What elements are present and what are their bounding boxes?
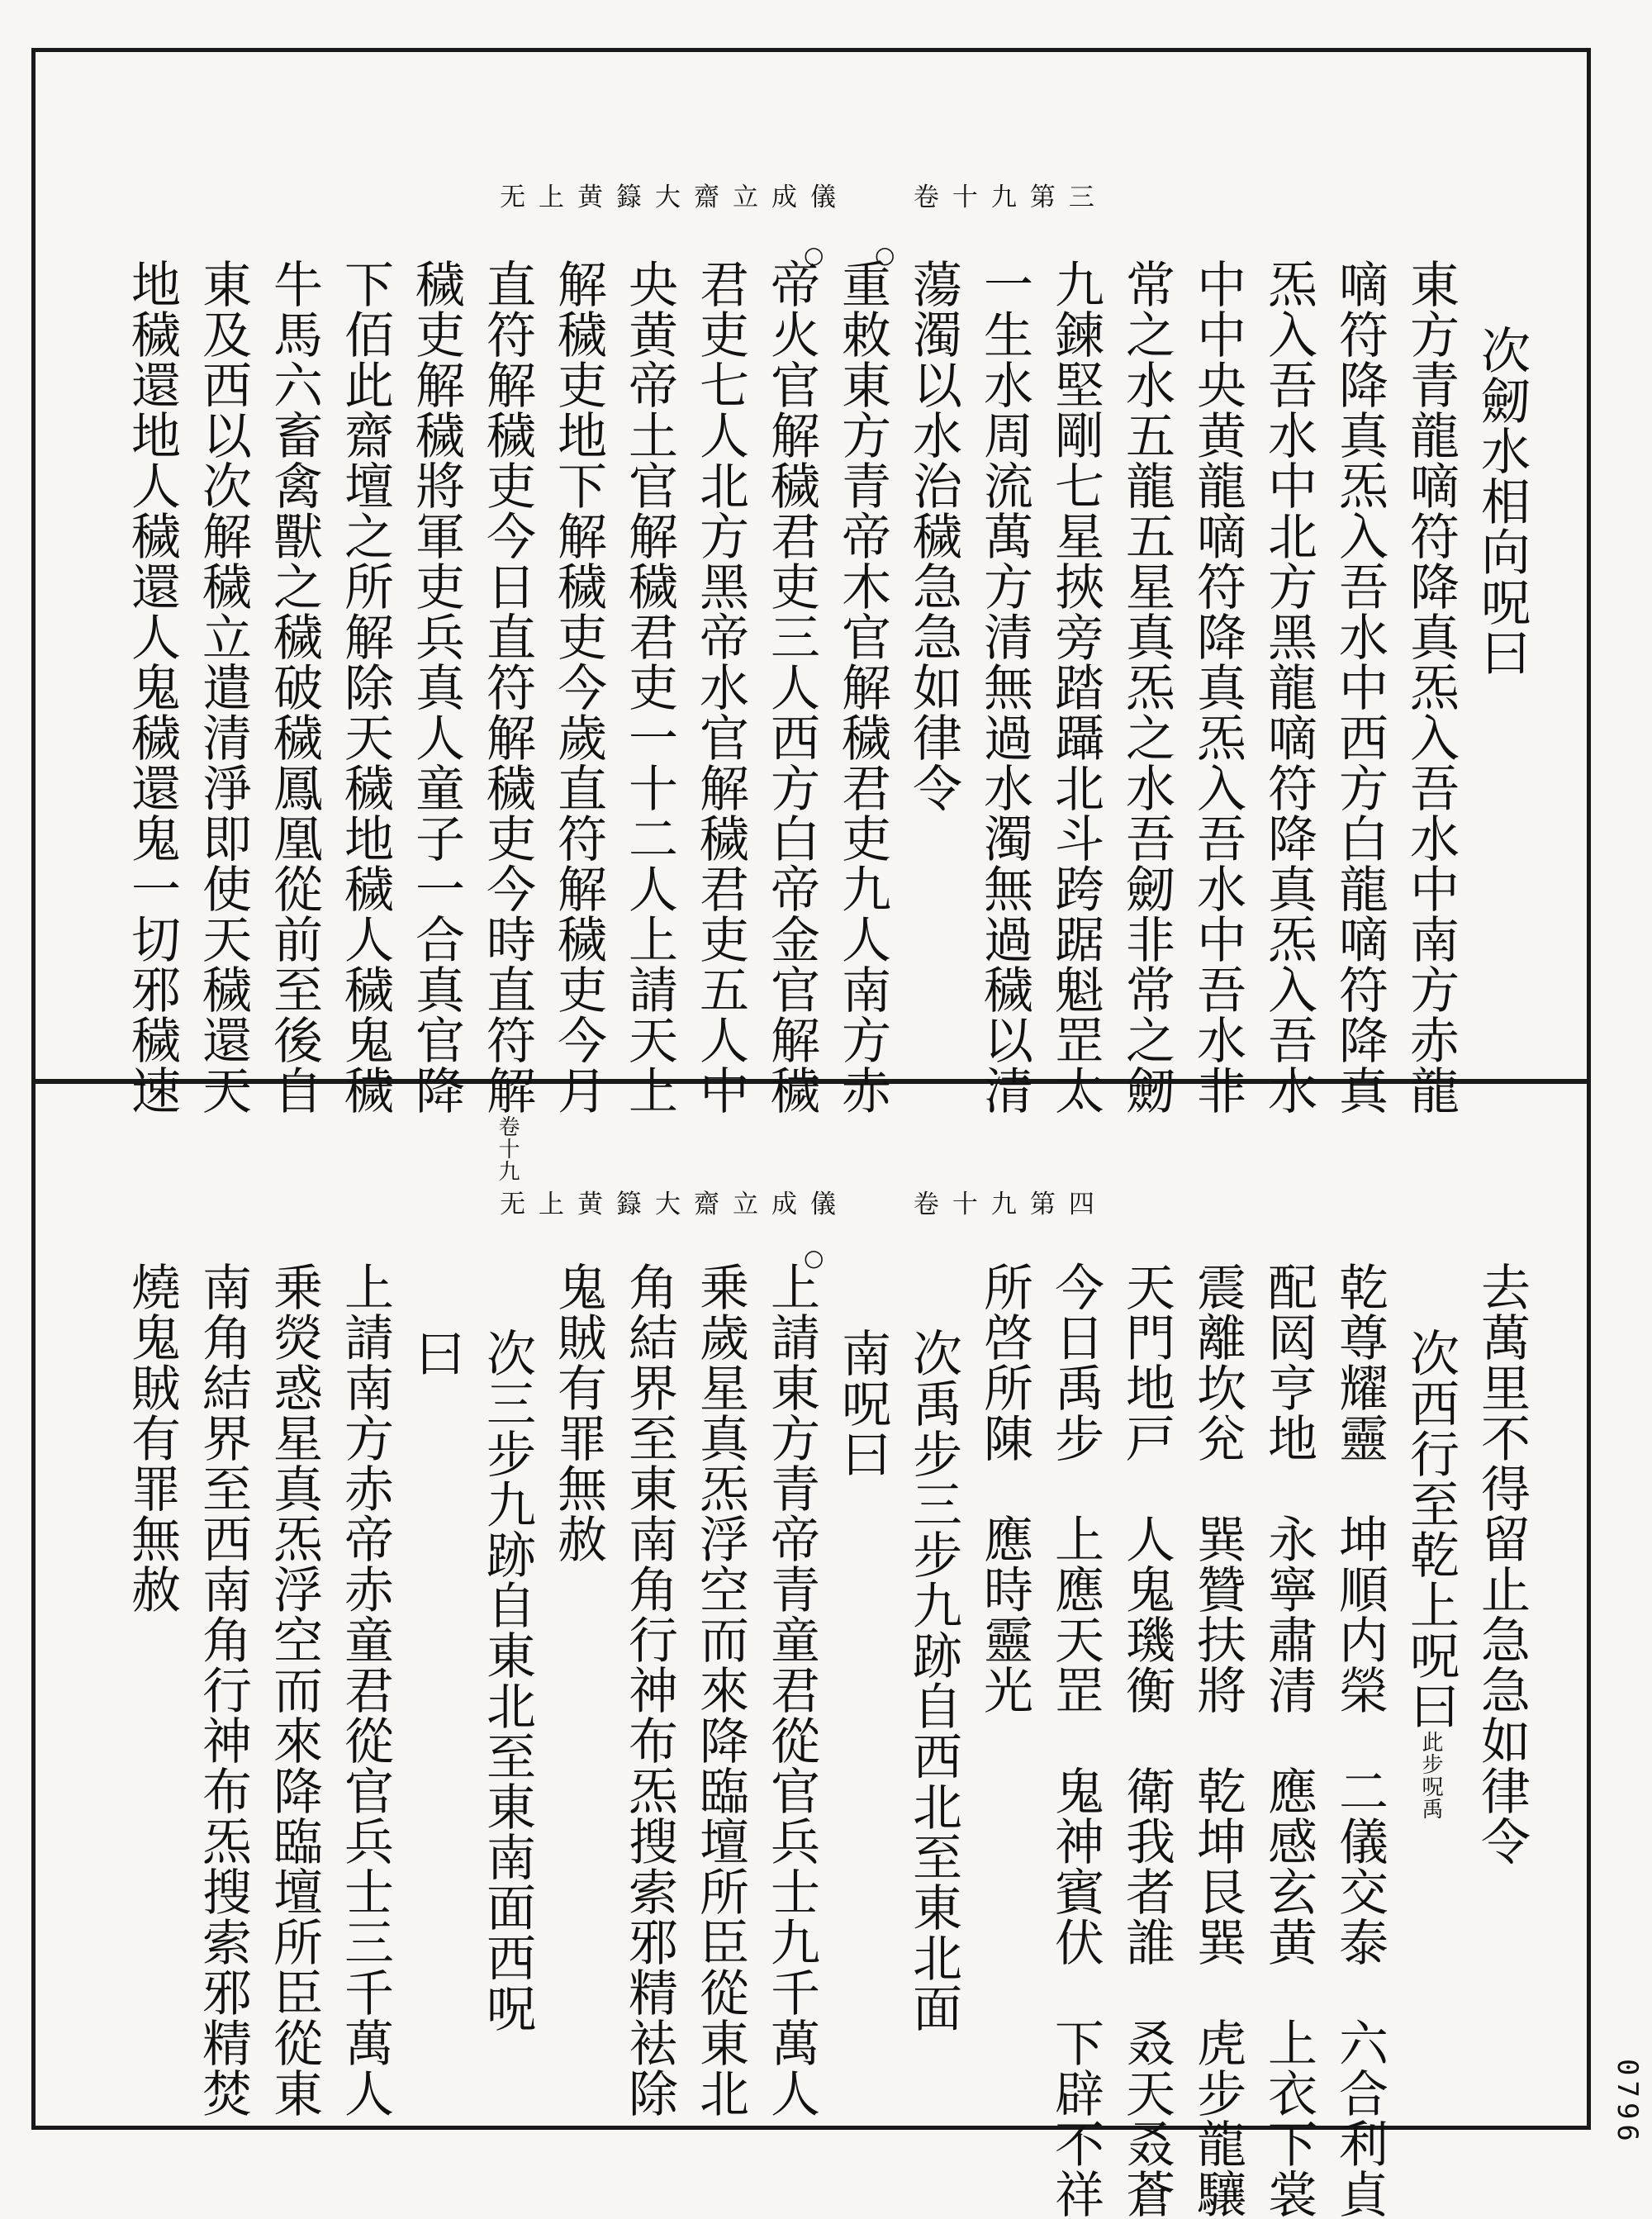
bottom-page-column-note: 此步呪禹 [1418,1731,1443,1820]
top-page-column-text: 東及西以次解穢立遣清淨即使天穢還天 [194,259,252,1115]
top-page-column-text: 蕩濁以水治穢急急如律令 [904,259,962,813]
bottom-page-column-text: 次三步九跡自東北至東南面西呪 [478,1328,536,2033]
paragraph-circle-mark: ○ [875,241,896,268]
top-page-column-text: 穢吏解穢將軍吏兵真人童子一合真官降 [407,259,465,1115]
top-page-column [543,259,614,1115]
top-text-columns [85,241,1537,1182]
bottom-page-column-text: 次西行至乾上呪曰 [1402,1328,1460,1731]
page-number: 0796 [1611,2059,1644,2146]
top-page-column-text: 解穢吏地下解穢吏今歲直符解穢吏今月 [549,259,607,1115]
bottom-page-column-text: 天門地戸 人鬼璣衡 衛我者誰 叒天叒蒼 [1118,1262,1175,2219]
top-page-column-text: 下佰此齋壇之所解除天穢地穢人穢鬼穢 [336,259,394,1115]
bottom-page-column [1040,1262,1111,2219]
top-page-column [827,241,898,1115]
bottom-page-column-text: 震離坎兊 巽贊扶將 乾坤艮巽 虎步龍驤 [1189,1262,1246,2219]
bottom-page-column [898,1262,969,2104]
bottom-page-column-text: 去萬里不得留止急急如律令 [1473,1262,1531,1866]
bottom-page-column [1324,1262,1395,2219]
top-page-column-note: 卷十九 [495,1115,520,1182]
top-page-column [1253,259,1324,1115]
bottom-page-column-text: 乗熒惑星真炁浮空而來降臨壇所臣從東 [265,1262,323,2118]
bottom-page-column-text: 上請南方赤帝赤童君從官兵士三千萬人 [336,1262,394,2118]
top-page-column [1466,259,1537,1068]
bottom-page-column [472,1262,543,2104]
bottom-page-column [1111,1262,1182,2219]
bottom-page-column [188,1262,259,2118]
top-page-column-text: 重敕東方青帝木官解穢君吏九人南方赤 [833,259,891,1115]
paragraph-circle-mark: ○ [804,241,825,268]
top-page-column-text: 次劒水相向呪曰 [1473,325,1531,677]
top-page-column [685,259,756,1115]
top-page-column-text: 牛馬六畜禽獸之穢破穢鳳凰從前至後自 [265,259,323,1115]
top-page-column-text: 嘀符降真炁入吾水中西方白龍嘀符降真 [1331,259,1389,1115]
bottom-header-title: 无上黄籙大齋立成儀 [500,1190,850,1219]
bottom-page-column-text: 次禹步三步九跡自西北至東北面 [904,1328,962,2033]
top-header-title: 无上黄籙大齋立成儀 [500,183,850,212]
top-page-column [259,259,330,1115]
top-page-column [401,259,472,1115]
top-page-column [116,259,188,1115]
top-page-column [330,259,401,1115]
bottom-page-column-text: 所啓所陳 應時靈光 [976,1262,1033,1715]
bottom-page-column [1182,1262,1253,2219]
bottom-page-column [614,1262,685,2118]
bottom-page-column [756,1244,827,2118]
top-page-column-text: 九鍊堅剛七星挾旁踏躡北斗跨踞魁罡太 [1047,259,1104,1115]
bottom-page-column-text: 角結界至東南角行神布炁搜索邪精袪除 [620,1262,678,2118]
top-page [36,52,1587,1182]
top-page-column [898,259,969,1068]
bottom-page-column [116,1262,188,2104]
bottom-text-columns [85,1244,1537,2219]
top-page-header [135,176,1473,213]
top-page-column [1111,259,1182,1115]
bottom-page-column [1395,1262,1466,2104]
top-page-column [1182,259,1253,1115]
bottom-page-column-text: 配㒺亨地 永寧肅清 應感玄黄 上衣下裳 [1260,1262,1317,2219]
bottom-page-column [1253,1262,1324,2219]
top-page-column [614,259,685,1115]
bottom-page-column [1466,1262,1537,2104]
bottom-page-column-text: 上請東方青帝青童君從官兵士九千萬人 [762,1262,820,2118]
top-page-column-text: 地穢還地人穢還人鬼穢還鬼一切邪穢速 [123,259,181,1115]
bottom-page-column [543,1262,614,2104]
top-page-column [969,259,1040,1115]
top-page-column-text: 央黄帝土官解穢君吏一十二人上請天上 [620,259,678,1115]
bottom-page-column-text: 南角結界至西南角行神布炁搜索邪精焚 [194,1262,252,2118]
bottom-page-column-text: 今日禹步 上應天罡 鬼神賓伏 下辟不祥 [1047,1262,1104,2219]
bottom-page-column [685,1262,756,2118]
top-page-column [188,259,259,1115]
bottom-page-column-text: 南呪曰 [833,1328,891,1479]
top-page-column-text: 一生水周流萬方清無過水濁無過穢以清 [976,259,1033,1115]
bottom-page-column [259,1262,330,2118]
bottom-header-volume: 卷十九第四 [913,1190,1108,1219]
top-header-volume: 卷十九第三 [913,183,1108,212]
top-page-column-text: 東方青龍嘀符降真炁入吾水中南方赤龍 [1402,259,1460,1115]
top-page-column [1324,259,1395,1115]
top-page-column [1040,259,1111,1115]
bottom-page-column-text: 燒鬼賊有罪無赦 [123,1262,181,1614]
bottom-page-column-text: 乾尊耀靈 坤順内榮 二儀交泰 六合利貞 [1331,1262,1389,2219]
bottom-page [36,1084,1587,2219]
top-page-column-text: 中中央黄龍嘀符降真炁入吾水中吾水非 [1189,259,1246,1115]
top-page-column [472,259,543,1182]
top-page-column-text: 炁入吾水中北方黑龍嘀符降真炁入吾水 [1260,259,1317,1115]
top-page-column-text: 君吏七人北方黑帝水官解穢君吏五人中 [691,259,749,1115]
bottom-page-column [827,1262,898,2104]
paragraph-circle-mark: ○ [804,1244,825,1271]
bottom-page-column [330,1262,401,2118]
top-page-column-text: 直符解穢吏今日直符解穢吏今時直符解 [478,259,536,1115]
top-page-column [1395,259,1466,1115]
bottom-page-column [969,1262,1040,2104]
top-page-column [756,241,827,1115]
bottom-page-column-text: 乗歲星真炁浮空而來降臨壇所臣從東北 [691,1262,749,2118]
top-page-column-text: 帝火官解穢君吏三人西方白帝金官解穢 [762,259,820,1115]
top-page-column-text: 常之水五龍五星真炁之水吾劒非常之劒 [1118,259,1175,1115]
bottom-page-column-text: 鬼賊有罪無赦 [549,1262,607,1564]
bottom-page-column [401,1262,472,2104]
bottom-page-header [135,1183,1473,1220]
bottom-page-column-text: 曰 [407,1328,465,1378]
